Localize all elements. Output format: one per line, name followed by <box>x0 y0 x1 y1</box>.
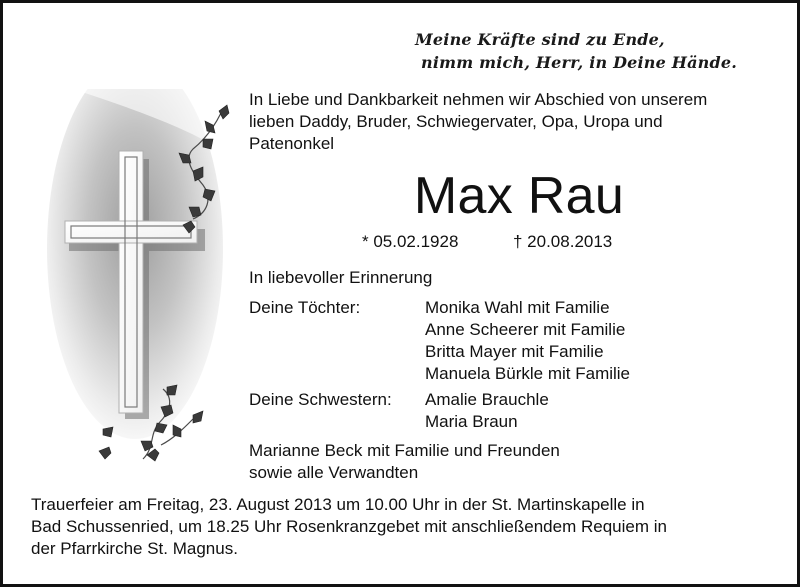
daughters-label: Deine Töchter: <box>249 298 361 317</box>
daughter-name: Manuela Bürkle mit Familie <box>425 364 631 383</box>
service-line-1: Trauerfeier am Freitag, 23. August 2013 um 10.00 Uhr in der St. Martinskapelle in <box>31 495 645 514</box>
closing-line-2: sowie alle Verwandten <box>249 463 419 482</box>
intro-text <box>249 89 789 155</box>
daughter-name: Anne Scheerer mit Familie <box>425 320 626 339</box>
sisters-label: Deine Schwestern: <box>249 390 392 409</box>
sister-name: Amalie Brauchle <box>425 390 549 409</box>
memory-line: In liebevoller Erinnerung <box>249 268 433 287</box>
birth-date: * 05.02.1928 <box>362 232 459 251</box>
funeral-service-info <box>31 494 781 560</box>
service-line-3: der Pfarrkirche St. Magnus. <box>31 539 238 558</box>
bible-quote <box>415 28 775 74</box>
sisters-names <box>425 389 549 433</box>
quote-line-1: Meine Kräfte sind zu Ende, <box>415 30 665 49</box>
daughters-group <box>249 297 789 385</box>
cross-with-ivy-icon <box>43 89 235 473</box>
sisters-group <box>249 389 789 433</box>
death-date: † 20.08.2013 <box>513 232 613 251</box>
quote-line-2: nimm mich, Herr, in Deine Hände. <box>421 53 738 72</box>
sister-name: Maria Braun <box>425 412 518 431</box>
closing-line-1: Marianne Beck mit Familie und Freunden <box>249 441 560 460</box>
intro-line-1: In Liebe und Dankbarkeit nehmen wir Abschied von unserem <box>249 90 708 109</box>
intro-line-3: Patenonkel <box>249 134 335 153</box>
service-line-2: Bad Schussenried, um 18.25 Uhr Rosenkranzgebet mit anschließendem Requiem in <box>31 517 667 536</box>
closing-text <box>249 440 560 484</box>
daughter-name: Monika Wahl mit Familie <box>425 298 610 317</box>
deceased-name: Max Rau <box>413 167 625 225</box>
daughter-name: Britta Mayer mit Familie <box>425 342 604 361</box>
intro-line-2: lieben Daddy, Bruder, Schwiegervater, Opa, Uropa und <box>249 112 663 131</box>
daughters-names <box>425 297 630 385</box>
